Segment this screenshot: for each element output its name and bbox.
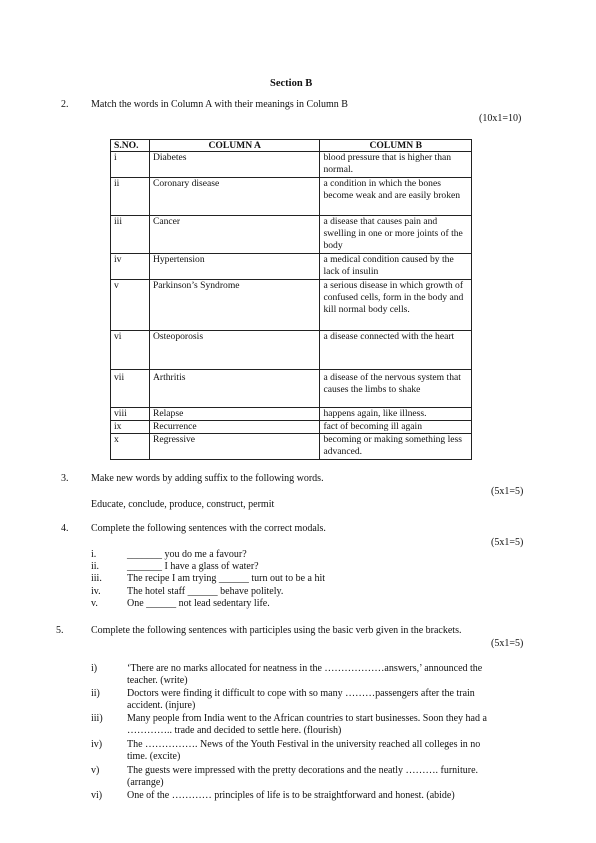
- row-term: Arthritis: [149, 370, 319, 408]
- q4-prompt: Complete the following sentences with the correct modals.: [91, 523, 326, 534]
- row-sno: v: [111, 280, 150, 331]
- table-row: [111, 254, 472, 280]
- row-term: Cancer: [149, 216, 319, 254]
- header-column-a: COLUMN A: [149, 140, 319, 152]
- row-term: Hypertension: [149, 254, 319, 280]
- row-meaning: happens again, like illness.: [320, 408, 472, 421]
- q5-item-line1: Doctors were finding it difficult to cope with so many ………passengers after the train: [127, 688, 475, 699]
- q5-item-line1: The guests were impressed with the pretty decorations and the neatly ………. furniture.: [127, 765, 479, 776]
- q5-item-line1: The ……………. News of the Youth Festival in the university reached all colleges in no: [127, 739, 481, 750]
- table-row: [111, 216, 472, 254]
- q2-marks: (10x1=10): [479, 113, 522, 124]
- row-term: Osteoporosis: [149, 331, 319, 370]
- table-header-row: [111, 140, 472, 152]
- q4-marks: (5x1=5): [491, 537, 524, 548]
- table-row: [111, 434, 472, 460]
- q3-words: Educate, conclude, produce, construct, permit: [91, 499, 275, 510]
- q5-item-line1: One of the ………… principles of life is to be straightforward and honest. (abide): [127, 790, 455, 801]
- row-sno: vi: [111, 331, 150, 370]
- row-sno: ii: [111, 178, 150, 216]
- row-meaning: a condition in which the bones become weak and are easily broken: [320, 178, 472, 216]
- q5-item-label: i): [91, 663, 98, 674]
- q5-item-label: vi): [91, 790, 103, 801]
- q5-item-line1: ‘There are no marks allocated for neatness in the ………………answers,’ announced the: [127, 663, 483, 674]
- q5-item-line2: accident. (injure): [127, 700, 196, 711]
- q3-number: 3.: [61, 473, 69, 484]
- row-sno: vii: [111, 370, 150, 408]
- q5-item-line1: Many people from India went to the African countries to start businesses. Soon they had a: [127, 713, 487, 724]
- q5-prompt: Complete the following sentences with participles using the basic verb given in the brackets.: [91, 625, 462, 636]
- row-meaning: a medical condition caused by the lack of insulin: [320, 254, 472, 280]
- q4-item-text: One ______ not lead sedentary life.: [127, 598, 270, 609]
- table-row: [111, 370, 472, 408]
- row-term: Coronary disease: [149, 178, 319, 216]
- q5-item-label: iii): [91, 713, 103, 724]
- row-meaning: a disease of the nervous system that causes the limbs to shake: [320, 370, 472, 408]
- q4-number: 4.: [61, 523, 69, 534]
- q3-prompt: Make new words by adding suffix to the following words.: [91, 473, 324, 484]
- row-sno: iii: [111, 216, 150, 254]
- q5-number: 5.: [56, 625, 64, 636]
- row-sno: x: [111, 434, 150, 460]
- row-sno: ix: [111, 421, 150, 434]
- row-sno: viii: [111, 408, 150, 421]
- q2-number: 2.: [61, 99, 69, 110]
- q5-item-line2: teacher. (write): [127, 675, 188, 686]
- q5-item-line2: (arrange): [127, 777, 164, 788]
- q5-item-label: ii): [91, 688, 100, 699]
- row-meaning: a disease connected with the heart: [320, 331, 472, 370]
- header-column-b: COLUMN B: [320, 140, 472, 152]
- section-title: Section B: [270, 78, 313, 89]
- q5-item-label: iv): [91, 739, 103, 750]
- row-meaning: becoming or making something less advanced.: [320, 434, 472, 460]
- row-meaning: fact of becoming ill again: [320, 421, 472, 434]
- row-term: Regressive: [149, 434, 319, 460]
- q4-item-label: v.: [91, 598, 98, 609]
- q2-prompt: Match the words in Column A with their meanings in Column B: [91, 99, 348, 110]
- row-sno: i: [111, 152, 150, 178]
- table-row: [111, 331, 472, 370]
- table-row: [111, 280, 472, 331]
- row-meaning: a serious disease in which growth of confused cells, form in the body and kill normal body cells.: [320, 280, 472, 331]
- q4-item-text: The hotel staff ______ behave politely.: [127, 586, 284, 597]
- q4-item-label: iv.: [91, 586, 101, 597]
- q4-item-label: ii.: [91, 561, 100, 572]
- q4-item-label: iii.: [91, 573, 102, 584]
- row-term: Diabetes: [149, 152, 319, 178]
- row-term: Recurrence: [149, 421, 319, 434]
- q4-item-text: The recipe I am trying ______ turn out to be a hit: [127, 573, 326, 584]
- row-meaning: a disease that causes pain and swelling in one or more joints of the body: [320, 216, 472, 254]
- row-term: Parkinson’s Syndrome: [149, 280, 319, 331]
- table-row: [111, 152, 472, 178]
- header-sno: S.NO.: [111, 140, 150, 152]
- table-row: [111, 408, 472, 421]
- q5-item-line2: time. (excite): [127, 751, 181, 762]
- match-table: [110, 139, 472, 460]
- q5-item-line2: ………….. trade and decided to settle here. (flourish): [127, 725, 342, 736]
- q5-item-label: v): [91, 765, 100, 776]
- table-row: [111, 421, 472, 434]
- q4-item-text: _______ I have a glass of water?: [127, 561, 259, 572]
- row-meaning: blood pressure that is higher than normal.: [320, 152, 472, 178]
- q5-marks: (5x1=5): [491, 638, 524, 649]
- row-sno: iv: [111, 254, 150, 280]
- q3-marks: (5x1=5): [491, 486, 524, 497]
- q4-item-label: i.: [91, 549, 97, 560]
- table-row: [111, 178, 472, 216]
- q4-item-text: _______ you do me a favour?: [127, 549, 247, 560]
- row-term: Relapse: [149, 408, 319, 421]
